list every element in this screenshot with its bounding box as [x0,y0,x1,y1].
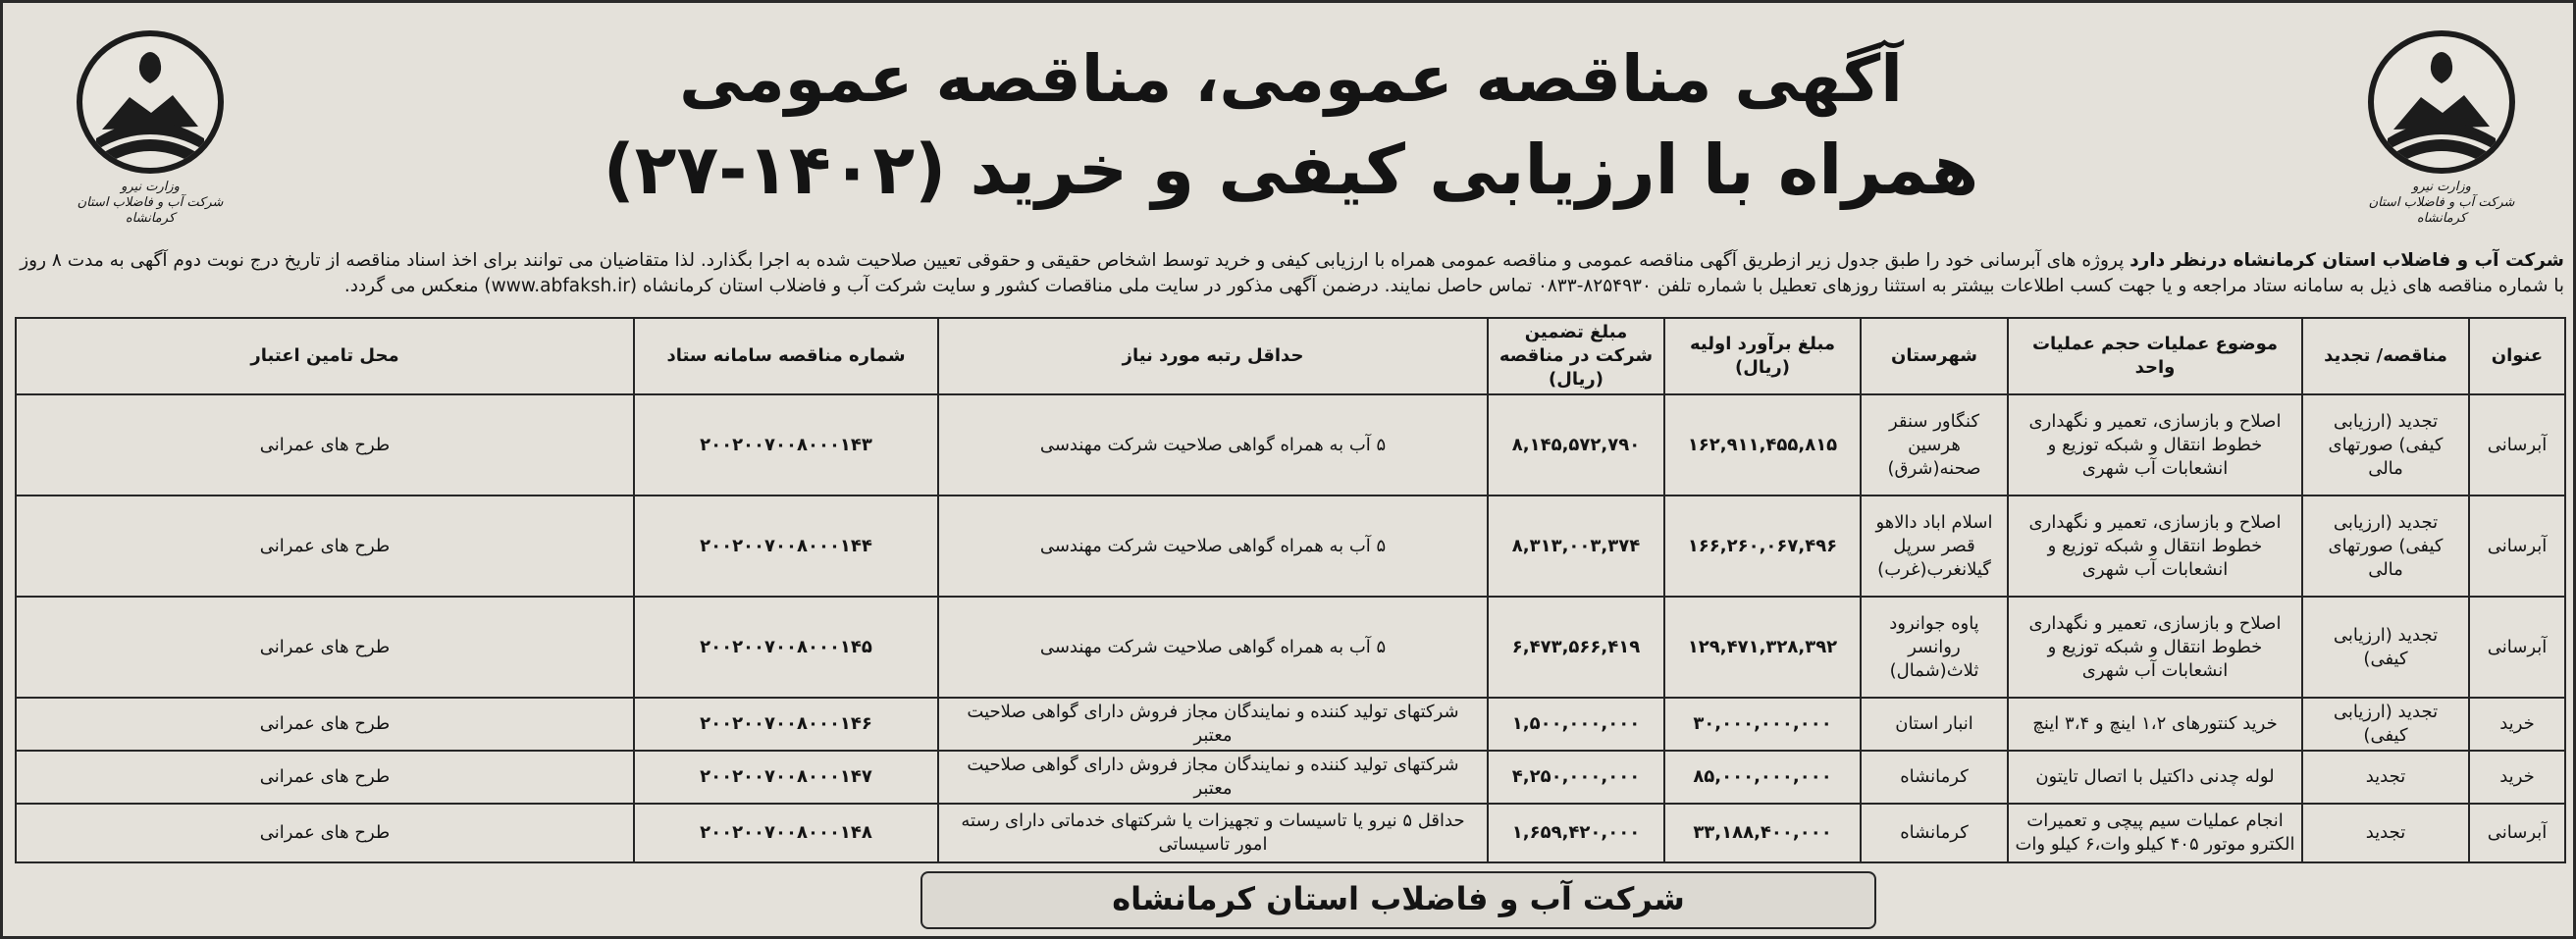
intro-line2: مدت ۸ روز با شماره مناقصه های ذیل به سامانه ستاد مراجعه و یا جهت کسب اطلاعات بیشتر به استثنا روزهای تعطیل با شماره تلفن ۸۲۵۴۹۳۰-۰۸۳۳ تماس حاصل نمایند. درضمن آگهی مذکور در سایت ملی مناقصات کشور و سایت شرکت آب و فاضلاب استان کرمانشاه (www.abfaksh.ir) منعکس می گردد. [20,250,2564,296]
cell-tender: تجدید (ارزیابی کیفی) [2302,698,2469,751]
cell-guarantee: ۶,۴۷۳,۵۶۶,۴۱۹ [1488,597,1664,698]
cell-tender: تجدید (ارزیابی کیفی) صورتهای مالی [2302,394,2469,496]
cell-county: کنگاور سنقر هرسین صحنه(شرق) [1861,394,2008,496]
page-subtitle: همراه با ارزیابی کیفی و خرید (۱۴۰۲-۲۷) [603,130,1979,210]
intro-line1: پروژه های آبرسانی خود را طبق جدول زیر ازطریق آگهی مناقصه عمومی و مناقصه عمومی همراه با ارزیابی کیفی و خرید توسط اشخاص حقیقی و حقوقی تعیین صلاحیت شده به اجرا بگذارد. لذا متقاضیان می توانند برای اخذ اسناد مناقصه از تاریخ درج نوبت دوم آگهی به [109,250,2130,271]
cell-type: آبرسانی [2469,496,2565,597]
cell-setad-number: ۲۰۰۲۰۰۷۰۰۸۰۰۰۱۴۴ [634,496,938,597]
cell-estimate: ۳۳,۱۸۸,۴۰۰,۰۰۰ [1664,804,1861,862]
header-guarantee: مبلغ تضمین شرکت در مناقصه (ریال) [1488,318,1664,394]
cell-county: کرمانشاه [1861,804,2008,862]
cell-funding: طرح های عمرانی [16,804,634,862]
cell-funding: طرح های عمرانی [16,394,634,496]
table-header-row [16,318,2565,394]
cell-estimate: ۱۲۹,۴۷۱,۳۲۸,۳۹۲ [1664,597,1861,698]
cell-type: آبرسانی [2469,804,2565,862]
cell-subject: لوله چدنی داکتیل با اتصال تایتون [2008,751,2302,804]
intro-paragraph [15,248,2564,299]
cell-type: آبرسانی [2469,597,2565,698]
footer-company-name: شرکت آب و فاضلاب استان کرمانشاه [920,871,1876,929]
cell-subject: اصلاح و بازسازی، تعمیر و نگهداری خطوط انتقال و شبکه توزیع و انشعابات آب شهری [2008,597,2302,698]
logo-left [57,30,243,227]
cell-tender: تجدید [2302,751,2469,804]
cell-min-grade: شرکتهای تولید کننده و نمایندگان مجاز فروش دارای گواهی صلاحیت معتبر [938,751,1488,804]
header-min-grade: حداقل رتبه مورد نیاز [938,318,1488,394]
header-tender: مناقصه/ تجدید [2302,318,2469,394]
cell-setad-number: ۲۰۰۲۰۰۷۰۰۸۰۰۰۱۴۳ [634,394,938,496]
cell-funding: طرح های عمرانی [16,597,634,698]
header-estimate: مبلغ برآورد اولیه (ریال) [1664,318,1861,394]
header-unit-label: واحد [2134,357,2176,378]
cell-setad-number: ۲۰۰۲۰۰۷۰۰۸۰۰۰۱۴۸ [634,804,938,862]
cell-tender: تجدید [2302,804,2469,862]
cell-type: آبرسانی [2469,394,2565,496]
table-row [16,496,2565,597]
cell-guarantee: ۴,۲۵۰,۰۰۰,۰۰۰ [1488,751,1664,804]
cell-min-grade: ۵ آب به همراه گواهی صلاحیت شرکت مهندسی [938,394,1488,496]
cell-county: پاوه جوانرود روانسر ثلاث(شمال) [1861,597,2008,698]
cell-guarantee: ۸,۳۱۳,۰۰۳,۳۷۴ [1488,496,1664,597]
cell-estimate: ۸۵,۰۰۰,۰۰۰,۰۰۰ [1664,751,1861,804]
cell-county: کرمانشاه [1861,751,2008,804]
table-row [16,394,2565,496]
cell-type: خرید [2469,751,2565,804]
cell-estimate: ۱۶۲,۹۱۱,۴۵۵,۸۱۵ [1664,394,1861,496]
cell-min-grade: ۵ آب به همراه گواهی صلاحیت شرکت مهندسی [938,496,1488,597]
cell-county: انبار استان [1861,698,2008,751]
header [3,3,2576,248]
header-setad-number: شماره مناقصه سامانه ستاد [634,318,938,394]
cell-guarantee: ۱,۶۵۹,۴۲۰,۰۰۰ [1488,804,1664,862]
header-subject-label: موضوع عملیات [2146,334,2279,354]
cell-min-grade: حداقل ۵ نیرو یا تاسیسات و تجهیزات یا شرکتهای خدماتی دارای رسته امور تاسیساتی [938,804,1488,862]
logo-caption-left: وزارت نیرو شرکت آب و فاضلاب استان کرمانشاه [77,180,224,226]
header-volume-label: حجم عملیات [2031,334,2141,354]
cell-funding: طرح های عمرانی [16,751,634,804]
cell-subject: اصلاح و بازسازی، تعمیر و نگهداری خطوط انتقال و شبکه توزیع و انشعابات آب شهری [2008,496,2302,597]
intro-company-name: شرکت آب و فاضلاب استان کرمانشاه درنظر دارد [2129,250,2564,271]
page-title: آگهی مناقصه عمومی، مناقصه عمومی [679,41,1903,117]
header-subject [2008,318,2302,394]
logo-right [2348,30,2535,227]
cell-estimate: ۱۶۶,۲۶۰,۰۶۷,۴۹۶ [1664,496,1861,597]
cell-subject: اصلاح و بازسازی، تعمیر و نگهداری خطوط انتقال و شبکه توزیع و انشعابات آب شهری [2008,394,2302,496]
cell-setad-number: ۲۰۰۲۰۰۷۰۰۸۰۰۰۱۴۷ [634,751,938,804]
cell-tender: تجدید (ارزیابی کیفی) [2302,597,2469,698]
cell-min-grade: ۵ آب به همراه گواهی صلاحیت شرکت مهندسی [938,597,1488,698]
cell-estimate: ۳۰,۰۰۰,۰۰۰,۰۰۰ [1664,698,1861,751]
table-row [16,751,2565,804]
cell-min-grade: شرکتهای تولید کننده و نمایندگان مجاز فروش دارای گواهی صلاحیت معتبر [938,698,1488,751]
cell-tender: تجدید (ارزیابی کیفی) صورتهای مالی [2302,496,2469,597]
cell-subject: خرید کنتورهای ۱،۲ اینچ و ۳،۴ اینچ [2008,698,2302,751]
logo-caption-right: وزارت نیرو شرکت آب و فاضلاب استان کرمانشاه [2368,180,2515,226]
header-funding: محل تامین اعتبار [16,318,634,394]
table-row [16,698,2565,751]
cell-funding: طرح های عمرانی [16,496,634,597]
header-type: عنوان [2469,318,2565,394]
table-row [16,804,2565,862]
water-company-logo-icon [2368,30,2515,174]
water-company-logo-icon [77,30,224,174]
header-county: شهرستان [1861,318,2008,394]
cell-type: خرید [2469,698,2565,751]
cell-county: اسلام اباد دالاهو قصر سرپل گیلانغرب(غرب) [1861,496,2008,597]
cell-guarantee: ۱,۵۰۰,۰۰۰,۰۰۰ [1488,698,1664,751]
tenders-table [15,317,2566,863]
table-row [16,597,2565,698]
cell-setad-number: ۲۰۰۲۰۰۷۰۰۸۰۰۰۱۴۵ [634,597,938,698]
cell-guarantee: ۸,۱۴۵,۵۷۲,۷۹۰ [1488,394,1664,496]
cell-setad-number: ۲۰۰۲۰۰۷۰۰۸۰۰۰۱۴۶ [634,698,938,751]
cell-funding: طرح های عمرانی [16,698,634,751]
cell-subject: انجام عملیات سیم پیچی و تعمیرات الکترو موتور ۴۰۵ کیلو وات،۶ کیلو وات [2008,804,2302,862]
